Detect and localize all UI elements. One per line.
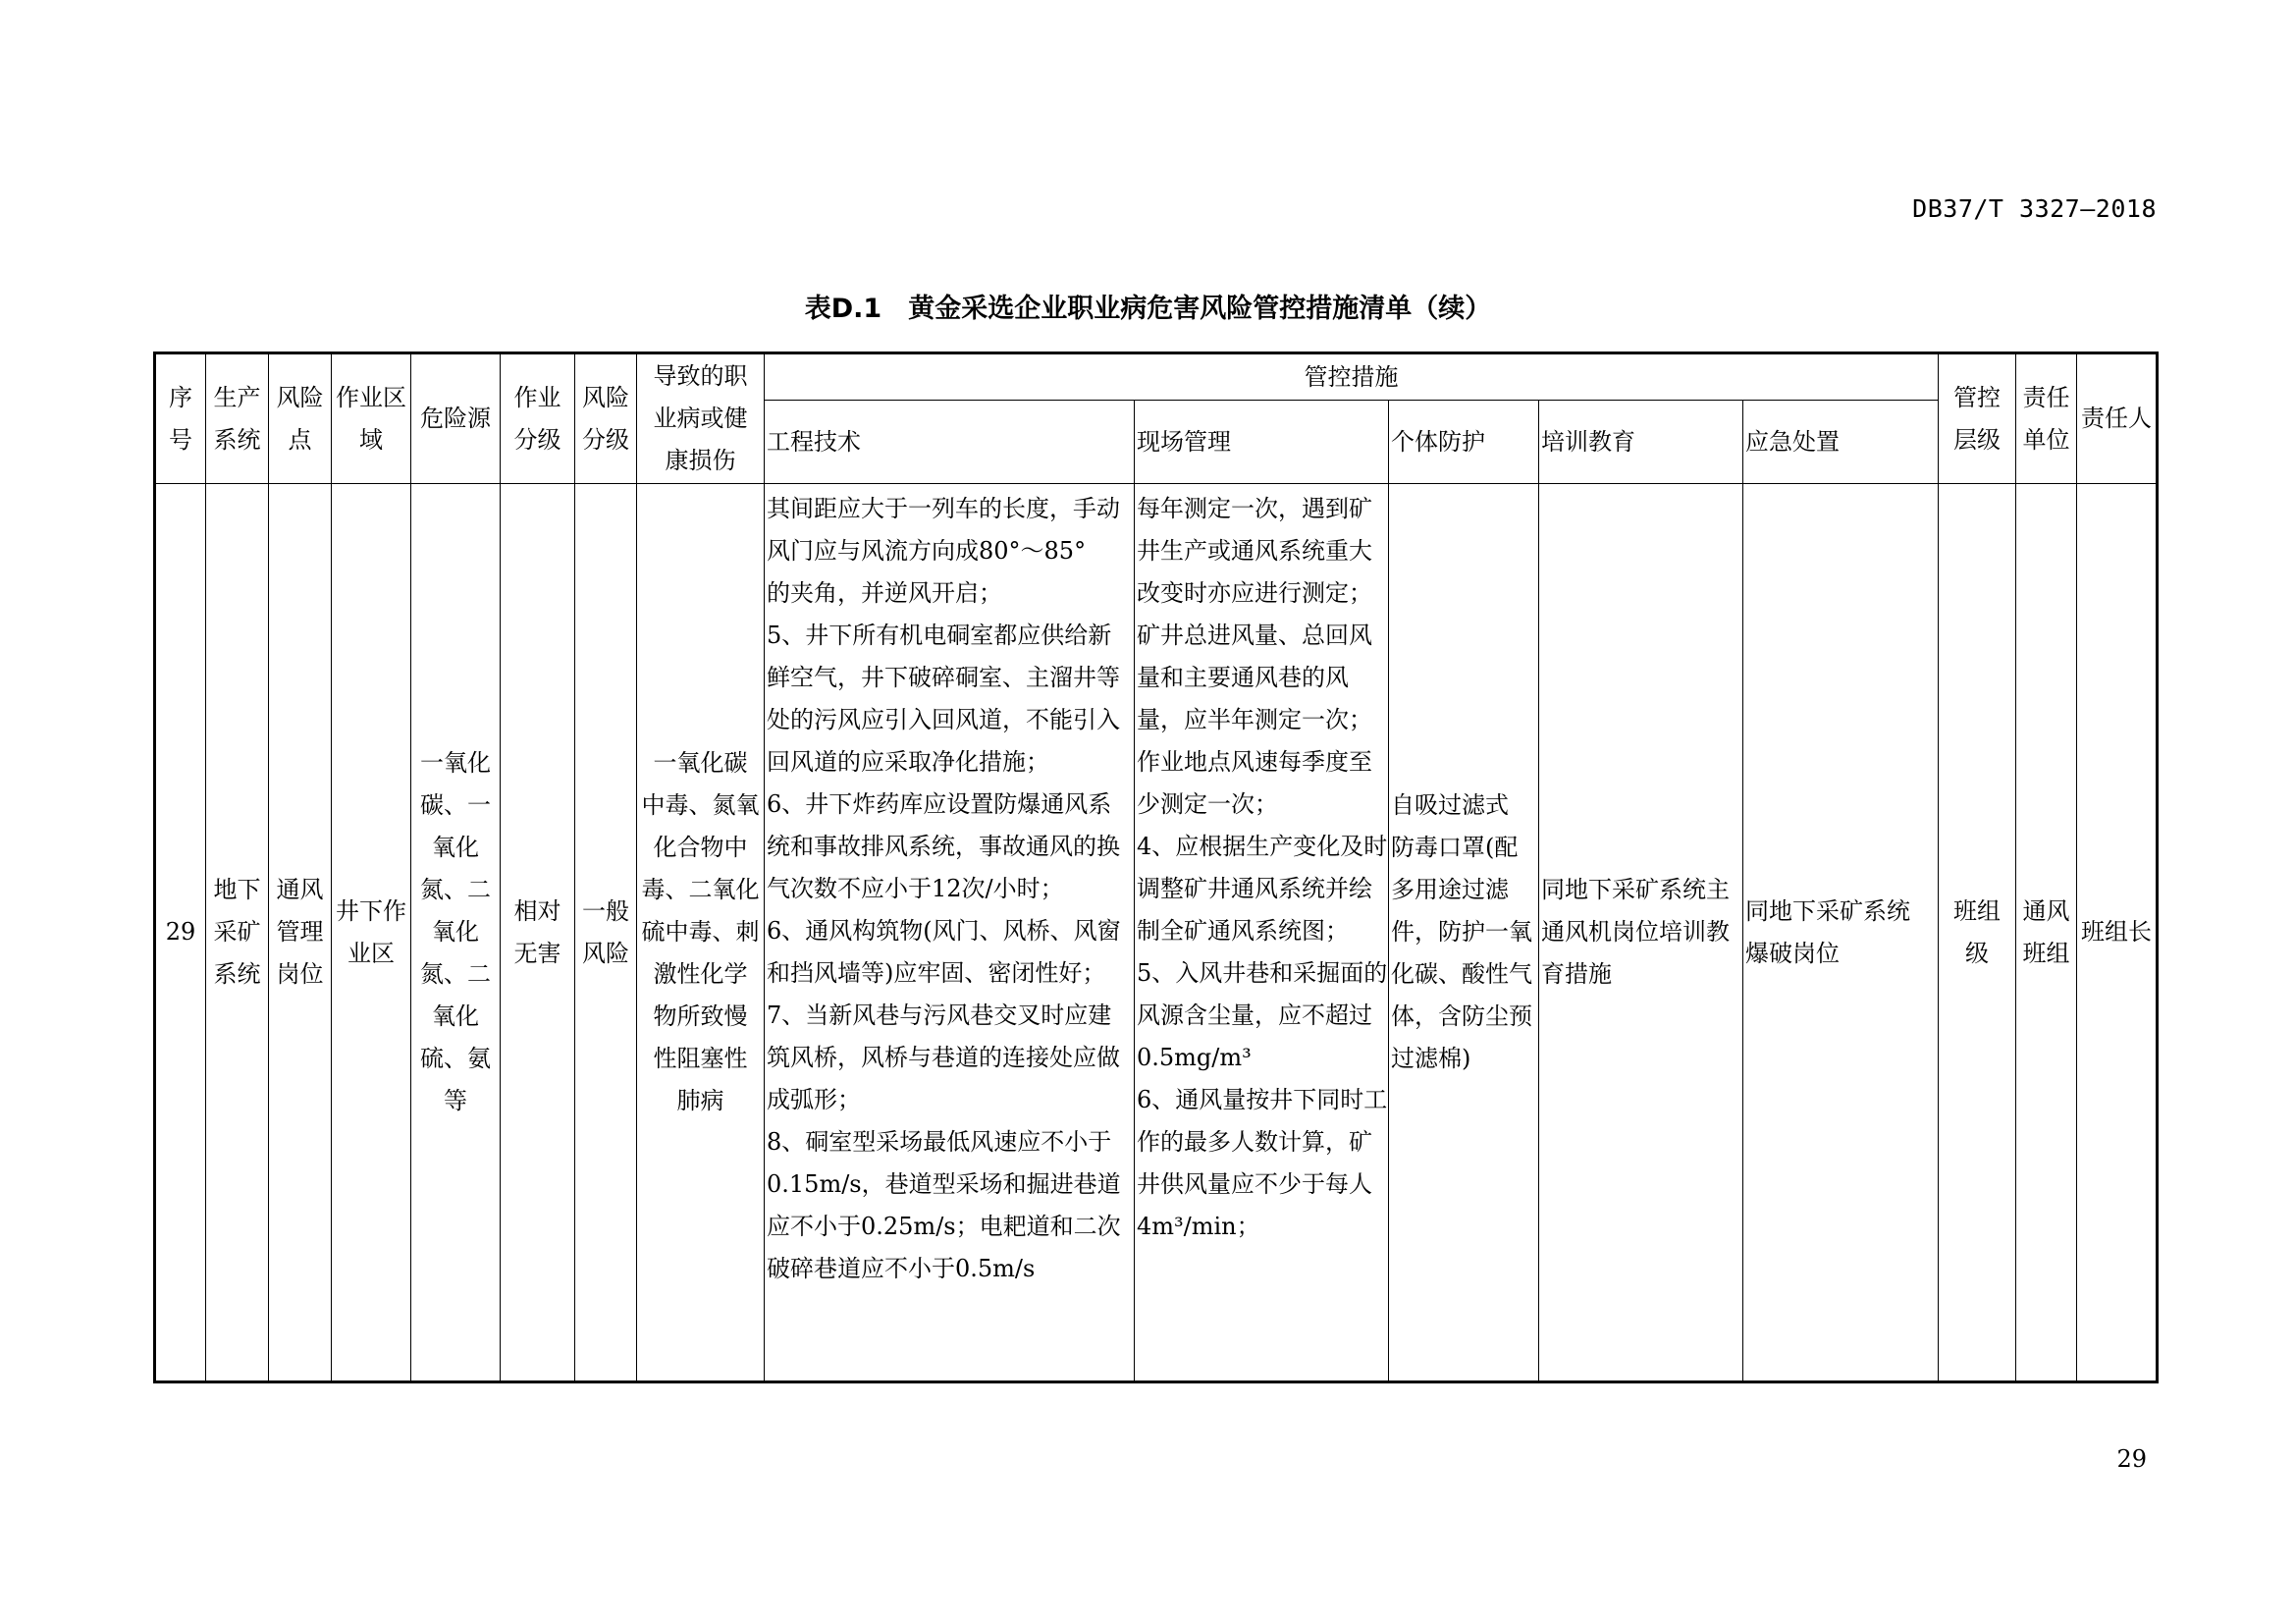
table-title: 表D.1 黄金采选企业职业病危害风险管控措施清单（续） bbox=[804, 294, 1492, 324]
cell-seq: 29 bbox=[155, 484, 206, 1382]
header-production-system: 生产 系统 bbox=[206, 353, 269, 484]
document-code: DB37/T 3327—2018 bbox=[1912, 194, 2157, 223]
header-site-management: 现场管理 bbox=[1135, 401, 1389, 484]
header-responsible-person: 责任人 bbox=[2077, 353, 2158, 484]
header-control-level: 管控 层级 bbox=[1939, 353, 2016, 484]
header-training: 培训教育 bbox=[1539, 401, 1743, 484]
header-control-measures: 管控措施 bbox=[765, 353, 1939, 401]
header-emergency: 应急处置 bbox=[1743, 401, 1939, 484]
header-risk-point: 风险 点 bbox=[269, 353, 332, 484]
cell-emergency: 同地下采矿系统 爆破岗位 bbox=[1743, 484, 1939, 1382]
cell-production-system: 地下 采矿 系统 bbox=[206, 484, 269, 1382]
table-row bbox=[155, 484, 2158, 1382]
cell-work-area: 井下作 业区 bbox=[332, 484, 411, 1382]
header-responsible-unit: 责任 单位 bbox=[2016, 353, 2077, 484]
header-personal-protection: 个体防护 bbox=[1389, 401, 1539, 484]
page-number: 29 bbox=[2116, 1445, 2147, 1473]
cell-training: 同地下采矿系统主 通风机岗位培训教 育措施 bbox=[1539, 484, 1743, 1382]
cell-responsible-unit: 通风 班组 bbox=[2016, 484, 2077, 1382]
cell-hazard-source: 一氧化 碳、一 氧化 氮、二 氧化 氮、二 氧化 硫、氨 等 bbox=[411, 484, 501, 1382]
cell-risk-point: 通风 管理 岗位 bbox=[269, 484, 332, 1382]
cell-personal-protection: 自吸过滤式 防毒口罩(配 多用途过滤 件，防护一氧 化碳、酸性气 体，含防尘预 过滤棉) bbox=[1389, 484, 1539, 1382]
cell-work-grade: 相对 无害 bbox=[501, 484, 575, 1382]
header-work-area: 作业区 域 bbox=[332, 353, 411, 484]
cell-engineering: 其间距应大于一列车的长度，手动 风门应与风流方向成80°～85° 的夹角，并逆风开启； 5、井下所有机电硐室都应供给新 鲜空气，井下破碎硐室、主溜井等 处的污风应引入回风道，不能引入 回风道的应采取净化措施； 6、井下炸药库应设置防爆通风系 统和事故排风系统，事故通风的换 气次数不应小于12次/小时； 6、通风构筑物(风门、风桥、风窗 和挡风墙等)应牢固、密闭性好； 7、当新风巷与污风巷交叉时应建 筑风桥，风桥与巷道的连接处应做 成弧形； 8、硐室型采场最低风速应不小于 0.15m/s，巷道型采场和掘进巷道 应不小于0.25m/s；电耙道和二次 破碎巷道应不小于0.5m/s bbox=[765, 484, 1135, 1382]
header-seq: 序 号 bbox=[155, 353, 206, 484]
cell-responsible-person: 班组长 bbox=[2077, 484, 2158, 1382]
header-hazard-source: 危险源 bbox=[411, 353, 501, 484]
header-risk-grade: 风险 分级 bbox=[575, 353, 637, 484]
cell-control-level: 班组 级 bbox=[1939, 484, 2016, 1382]
header-engineering: 工程技术 bbox=[765, 401, 1135, 484]
header-occupational-disease: 导致的职 业病或健 康损伤 bbox=[637, 353, 765, 484]
cell-site-management: 每年测定一次，遇到矿 井生产或通风系统重大 改变时亦应进行测定； 矿井总进风量、总回风 量和主要通风巷的风 量，应半年测定一次； 作业地点风速每季度至 少测定一次； 4、应根据生产变化及时 调整矿井通风系统并绘 制全矿通风系统图； 5、入风井巷和采掘面的 风源含尘量，应不超过 0.5mg/m³ 6、通风量按井下同时工 作的最多人数计算，矿 井供风量应不少于每人 4m³/min； bbox=[1135, 484, 1389, 1382]
cell-occupational-disease: 一氧化碳 中毒、氮氧 化合物中 毒、二氧化 硫中毒、刺 激性化学 物所致慢 性阻塞性 肺病 bbox=[637, 484, 765, 1382]
risk-control-table bbox=[153, 352, 2159, 1383]
cell-risk-grade: 一般 风险 bbox=[575, 484, 637, 1382]
header-work-grade: 作业 分级 bbox=[501, 353, 575, 484]
